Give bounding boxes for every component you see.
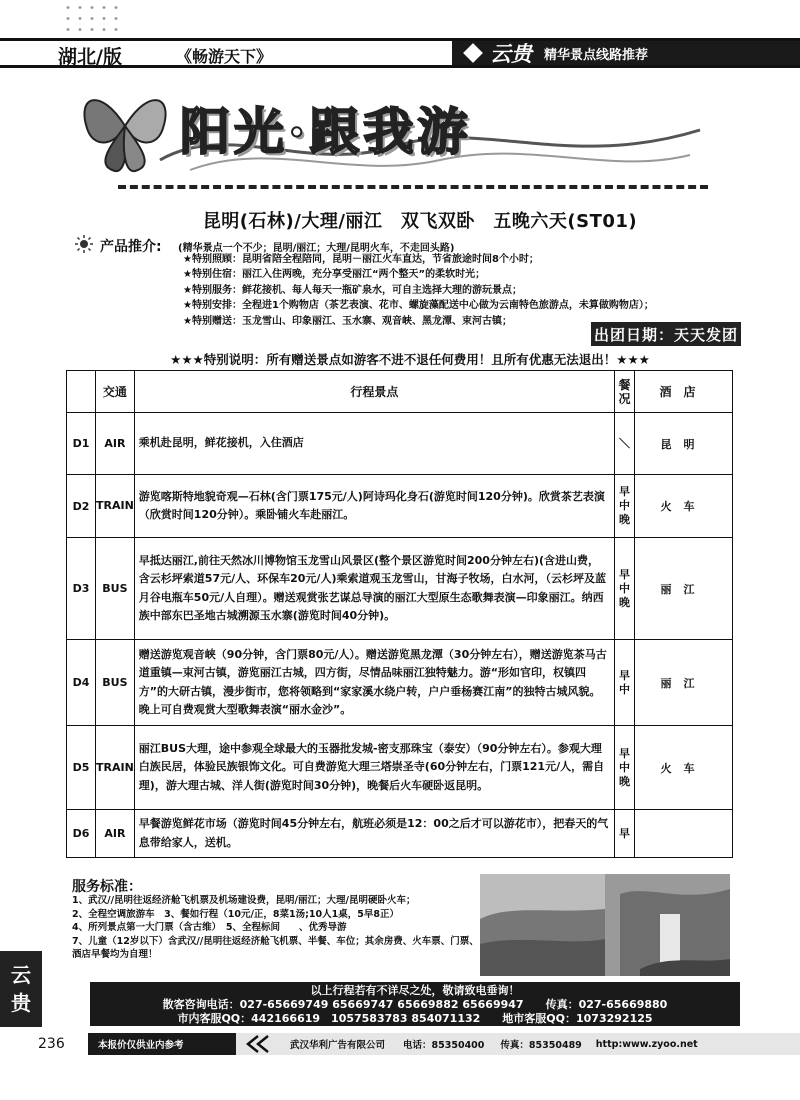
side-tab — [0, 951, 42, 1027]
itinerary-cell: 丽江BUS大理，途中参观全球最大的玉器批发城-密支那珠宝（泰安）（90分钟左右）。参观大理白族民居，体验民族银饰文化。可自费游览大理三塔崇圣寺(60分钟左右，门票121元/人，需自理)，游大理古城、洋人街(游览时间30分钟)，晚餐后火车硬卧返昆明。 — [134, 726, 614, 810]
header-tagline: 精华景点线路推荐 — [544, 47, 649, 63]
footer-bar — [88, 1033, 800, 1055]
destination-label: 云贵 — [490, 41, 532, 66]
transport-cell: BUS — [96, 640, 135, 726]
hotel-cell: 丽江 — [635, 640, 733, 726]
meal-cell: 早中晚 — [615, 475, 635, 538]
service-item: 4、所列景点第一大门票（含古维） 5、全程标间 、优秀导游 — [72, 922, 347, 933]
banner-title: 阳光·跟我游 — [180, 102, 472, 161]
header-meals: 餐况 — [615, 371, 635, 413]
intro-label: 产品推介: — [100, 239, 162, 255]
feature-item: ★特别照顾：昆明省陪全程陪同，昆明－丽江火车直达，节省旅途时间8个小时； — [183, 254, 539, 265]
footer-company: 武汉华利广告有限公司 — [290, 1040, 386, 1051]
table-row — [67, 726, 733, 810]
header-destination-bar — [452, 41, 800, 65]
region-label: 湖北/版 — [58, 46, 122, 68]
contact-line: 以上行程若有不详尽之处，敬请致电垂询！ — [310, 984, 520, 997]
itinerary-cell: 早抵达丽江,前往天然冰川博物馆玉龙雪山风景区(整个景区游览时间200分钟左右)(含进山费，含云杉坪索道57元/人、环保车20元/人)乘索道观玉龙雪山，甘海子牧场，白水河，（云杉坪及蓝月谷电瓶车50元/人自理）。赠送观赏张艺谋总导演的丽江大型原生态歌舞表演—印象丽江。纳西族中部东巴圣地古城溯源玉水寨(游览时间40分钟)。 — [134, 538, 614, 640]
feature-list — [183, 252, 654, 329]
feature-item: ★特别安排：全程进1个购物店（茶艺表演、花市、螺旋藻配送中心做为云南特色旅游点，未算做购物店）； — [183, 300, 654, 312]
meal-cell: 早 — [615, 810, 635, 858]
transport-cell: AIR — [96, 810, 135, 858]
table-row — [67, 538, 733, 640]
contact-qq-line: 市内客服QQ：442166619 1057583783 854071132 地市客服QQ：1073292125 — [177, 1012, 653, 1025]
footer-website: http:www.zyoo.net — [595, 1038, 698, 1050]
header-day — [67, 371, 96, 413]
meal-cell: 早中晚 — [615, 726, 635, 810]
day-cell: D2 — [67, 475, 96, 538]
page-number: 236 — [38, 1036, 65, 1052]
table-row — [67, 810, 733, 858]
decorative-dots — [62, 2, 122, 36]
hotel-cell: 火车 — [635, 475, 733, 538]
day-cell: D3 — [67, 538, 96, 640]
day-cell: D6 — [67, 810, 96, 858]
feature-item: ★特别赠送：玉龙雪山、印象丽江、玉水寨、观音峡、黑龙潭、束河古镇； — [183, 315, 512, 327]
sun-icon — [74, 234, 94, 254]
meal-cell: 早中 — [615, 640, 635, 726]
itinerary-cell: 赠送游览观音峡（90分钟，含门票80元/人）。赠送游览黑龙潭（30分钟左右），赠送游览茶马古道重镇—束河古镇，游览丽江古城，四方街，尽情品味丽江独特魅力。游“形如官印，权镇四方”的大研古镇，漫步街市，您将领略到“家家溪水绕户转，户户垂杨赛江南”的独特古城风貌。晚上可自费观赏大型歌舞表演“丽水金沙”。 — [134, 640, 614, 726]
itinerary-cell: 乘机赴昆明，鲜花接机，入住酒店 — [134, 413, 614, 475]
diamond-icon — [463, 43, 483, 63]
service-title: 服务标准： — [72, 879, 142, 895]
header-hotel: 酒店 — [635, 371, 733, 413]
footer-fax: 传真：85350489 — [500, 1040, 582, 1051]
transport-cell: TRAIN — [96, 726, 135, 810]
feature-item: ★特别服务：鲜花接机、每人每天一瓶矿泉水，可自主选择大理的游玩景点； — [183, 284, 522, 296]
table-header-row — [67, 371, 733, 413]
meal-cell: 早中晚 — [615, 538, 635, 640]
day-cell: D5 — [67, 726, 96, 810]
side-tab-bottom: 贵 — [11, 991, 31, 1015]
hotel-cell: 丽江 — [635, 538, 733, 640]
day-cell: D4 — [67, 640, 96, 726]
chevron-icon — [236, 1033, 276, 1055]
service-list — [72, 894, 482, 962]
transport-cell: TRAIN — [96, 475, 135, 538]
intro-text: (精华景点一个不少；昆明/丽江；大理/昆明火车，不走回头路) — [178, 243, 455, 254]
table-row — [67, 640, 733, 726]
contact-box — [90, 982, 740, 1026]
landscape-photo — [480, 874, 730, 976]
itinerary-table — [66, 370, 733, 858]
special-notice: ★★★特别说明：所有赠送景点如游客不进不退任何费用！且所有优惠无法退出！★★★ — [170, 352, 650, 367]
service-item: 1、武汉//昆明往返经济舱飞机票及机场建设费，昆明/丽江；大理/昆明硬卧火车； — [72, 895, 416, 906]
itinerary-cell: 早餐游览鲜花市场（游览时间45分钟左右，航班必须是12：00之后才可以游花市），把春天的气息带给家人，送机。 — [134, 810, 614, 858]
header-transport: 交通 — [96, 371, 135, 413]
service-item: 7、儿童（12岁以下）含武汉//昆明往返经济舱飞机票、半餐、车位；其余房费、火车票、门票、酒店早餐均为自理！ — [72, 935, 479, 960]
brand-label: 《畅游天下》 — [176, 47, 273, 66]
day-cell: D1 — [67, 413, 96, 475]
route-title: 昆明(石林)/大理/丽江 双飞双卧 五晚六天(ST01) — [202, 211, 638, 232]
itinerary-cell: 游览喀斯特地貌奇观—石林(含门票175元/人)阿诗玛化身石(游览时间120分钟)。欣赏茶艺表演（欣赏时间120分钟）。乘卧铺火车赴丽江。 — [134, 475, 614, 538]
side-tab-top: 云 — [11, 963, 31, 987]
departure-badge: 出团日期：天天发团 — [591, 322, 741, 346]
contact-phone-line: 散客咨询电话：027-65669749 65669747 65669882 65669947 传真：027-65669880 — [162, 998, 668, 1011]
hotel-cell: 昆明 — [635, 413, 733, 475]
service-item: 2、全程空调旅游车 3、餐如行程（10元/正，8菜1汤;10人1桌，5早8正） — [72, 908, 399, 920]
hotel-cell — [635, 810, 733, 858]
footer-reference: 本报价仅供业内参考 — [88, 1033, 236, 1055]
table-row — [67, 475, 733, 538]
dashed-divider — [118, 185, 708, 189]
hotel-cell: 火车 — [635, 726, 733, 810]
meal-cell: ＼ — [615, 413, 635, 475]
transport-cell: BUS — [96, 538, 135, 640]
footer-phone: 电话：85350400 — [403, 1040, 485, 1051]
feature-item: ★特别住宿：丽江入住两晚，充分享受丽江“两个整天”的柔软时光； — [183, 269, 486, 281]
header-itinerary: 行程景点 — [134, 371, 614, 413]
table-row — [67, 413, 733, 475]
transport-cell: AIR — [96, 413, 135, 475]
